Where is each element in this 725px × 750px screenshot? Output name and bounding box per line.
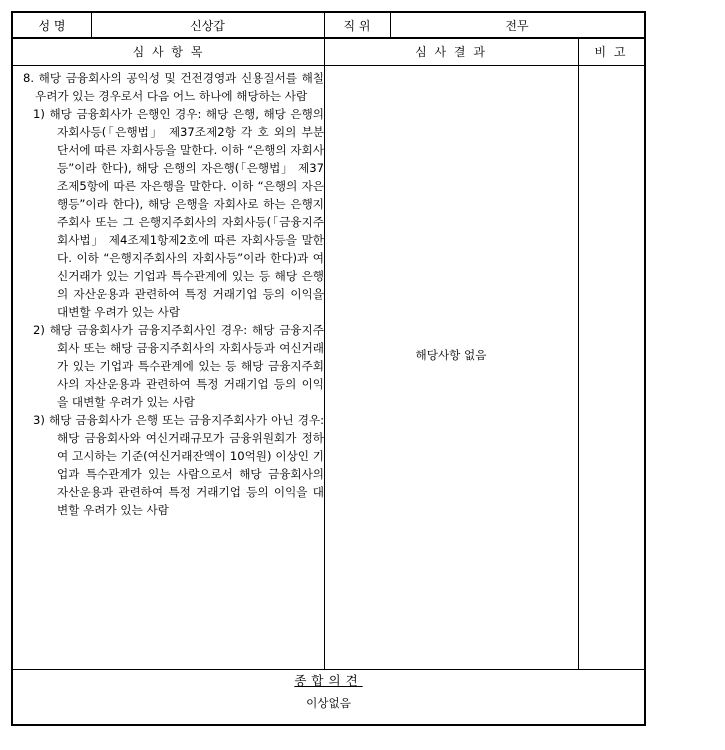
name-label: 성 명: [38, 18, 66, 33]
review-item-content: [19, 69, 324, 519]
summary-title-text: 종합의견: [294, 673, 363, 688]
column-header-remarks: 비 고: [594, 45, 628, 59]
name-value: 신상갑: [190, 18, 225, 33]
item-heading: 8. 해당 금융회사의 공익성 및 건전경영과 신용질서를 해칠 우려가 있는 경우로서 다음 어느 하나에 해당하는 사람: [23, 71, 324, 103]
column-header-items: 심 사 항 목: [132, 45, 205, 59]
position-value: 전무: [505, 18, 529, 33]
summary-title: [13, 670, 644, 690]
review-form-table: [11, 11, 646, 726]
item-sub-1: 1) 해당 금융회사가 은행인 경우: 해당 은행, 해당 은행의 자회사등(「은행법」 제37조제2항 각 호 외의 부분 단서에 따른 자회사등을 말한다. 이하 “은행의 자회사등”이라 한다), 해당 은행의 자은행(「은행법」 제37조제5항에 따른 자은행을 말한다. 이하 “은행의 자은행등”이라 한다), 해당 은행을 자회사로 하는 은행지주회사 또는 그 은행지주회사의 자회사등(「금융지주회사법」 제4조제1항제2호에 따른 자회사등을 말한다. 이하 “은행지주회사의 자회사등”이라 한다)과 여신거래가 있는 기업과 특수관계에 있는 등 해당 은행의 자산운용과 관련하여 특정 거래기업 등의 이익을 대변할 우려가 있는 사람: [33, 107, 324, 319]
column-divider-remarks: [578, 37, 579, 669]
review-result: 해당사항 없음: [415, 348, 487, 362]
column-header-results: 심 사 결 과: [415, 45, 487, 59]
header-divider-2: [390, 13, 391, 37]
item-sub-3: 3) 해당 금융회사가 은행 또는 금융지주회사가 아닌 경우: 해당 금융회사와 여신거래규모가 금융위원회가 정하여 고시하는 기준(여신거래잔액이 10억원) 이상인 기업과 특수관계가 있는 사람으로서 해당 금융회사의 자산운용과 관련하여 특정 거래기업 등의 이익을 대변할 우려가 있는 사람: [33, 413, 324, 517]
item-sub-2: 2) 해당 금융회사가 금융지주회사인 경우: 해당 금융지주회사 또는 해당 금융지주회사의 자회사등과 여신거래가 있는 기업과 특수관계에 있는 등 해당 금융지주회사의 자산운용과 관련하여 특정 거래기업 등의 이익을 대변할 우려가 있는 사람: [33, 323, 324, 409]
position-label: 직 위: [343, 18, 371, 33]
summary-body: 이상없음: [306, 696, 351, 710]
header-divider: [13, 37, 644, 39]
header-divider-1: [91, 13, 92, 37]
